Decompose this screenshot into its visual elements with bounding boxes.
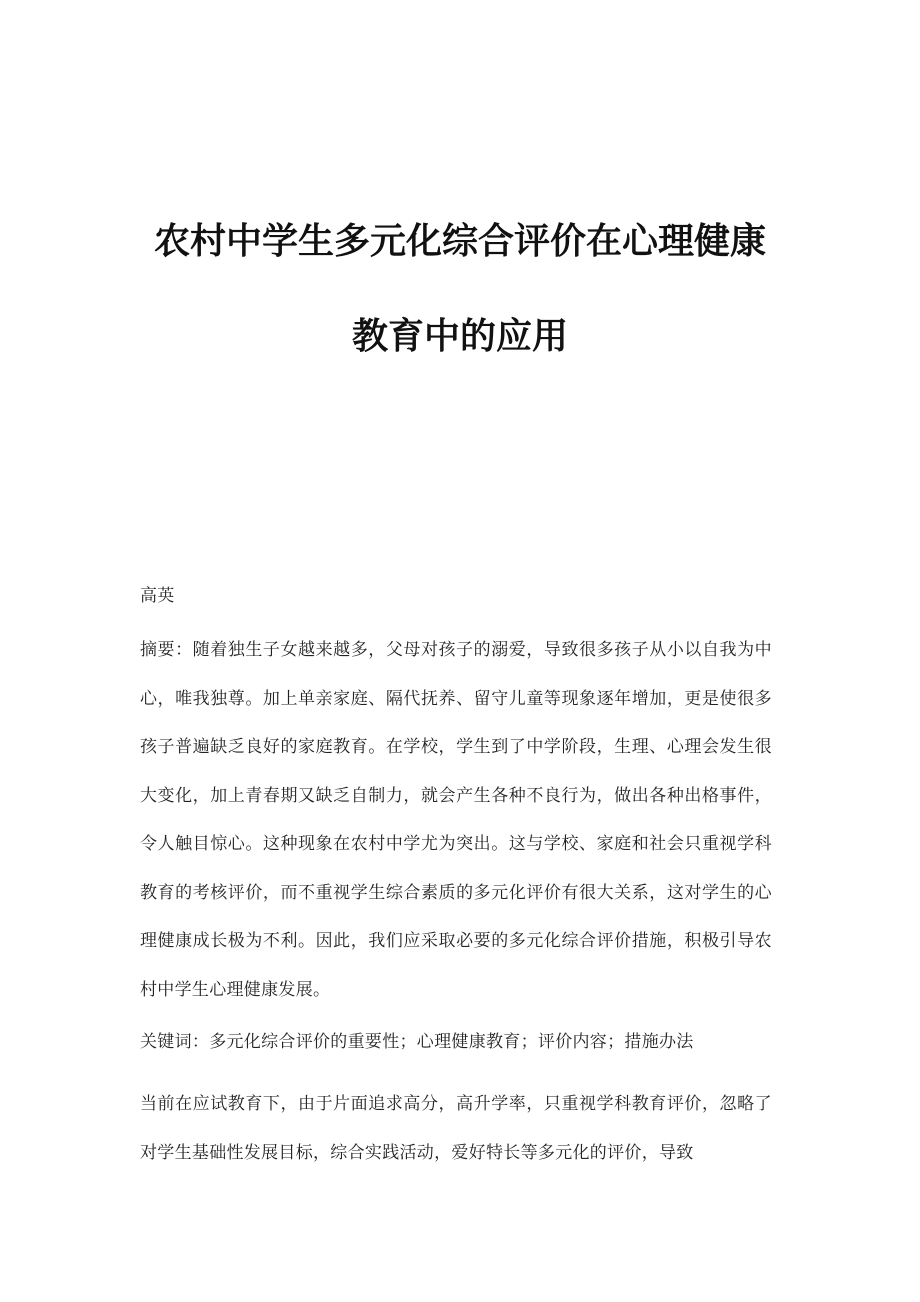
abstract-paragraph: 摘要：随着独生子女越来越多，父母对孩子的溺爱，导致很多孩子从小以自我为中心，唯我独尊。加上单亲家庭、隔代抚养、留守儿童等现象逐年增加，更是使很多孩子普遍缺乏良好的家庭教育。在学校，学生到了中学阶段，生理、心理会发生很大变化，加上青春期又缺乏自制力，就会产生各种不良行为，做出各种出格事件，令人触目惊心。这种现象在农村中学尤为突出。这与学校、家庭和社会只重视学科教育的考核评价，而不重视学生综合素质的多元化评价有很大关系，这对学生的心理健康成长极为不利。因此，我们应采取必要的多元化综合评价措施，积极引导农村中学生心理健康发展。 [140,640,772,1000]
document-title-line-2: 教育中的应用 [351,316,568,357]
document-title-line-1: 农村中学生多元化综合评价在心理健康 [153,221,766,262]
author-name: 高英 [140,586,175,606]
body-paragraph: 当前在应试教育下，由于片面追求高分，高升学率，只重视学科教育评价，忽略了对学生基础性发展目标，综合实践活动，爱好特长等多元化的评价，导致 [140,1094,772,1163]
keywords-line: 关键词：多元化综合评价的重要性；心理健康教育；评价内容；措施办法 [140,1032,694,1052]
